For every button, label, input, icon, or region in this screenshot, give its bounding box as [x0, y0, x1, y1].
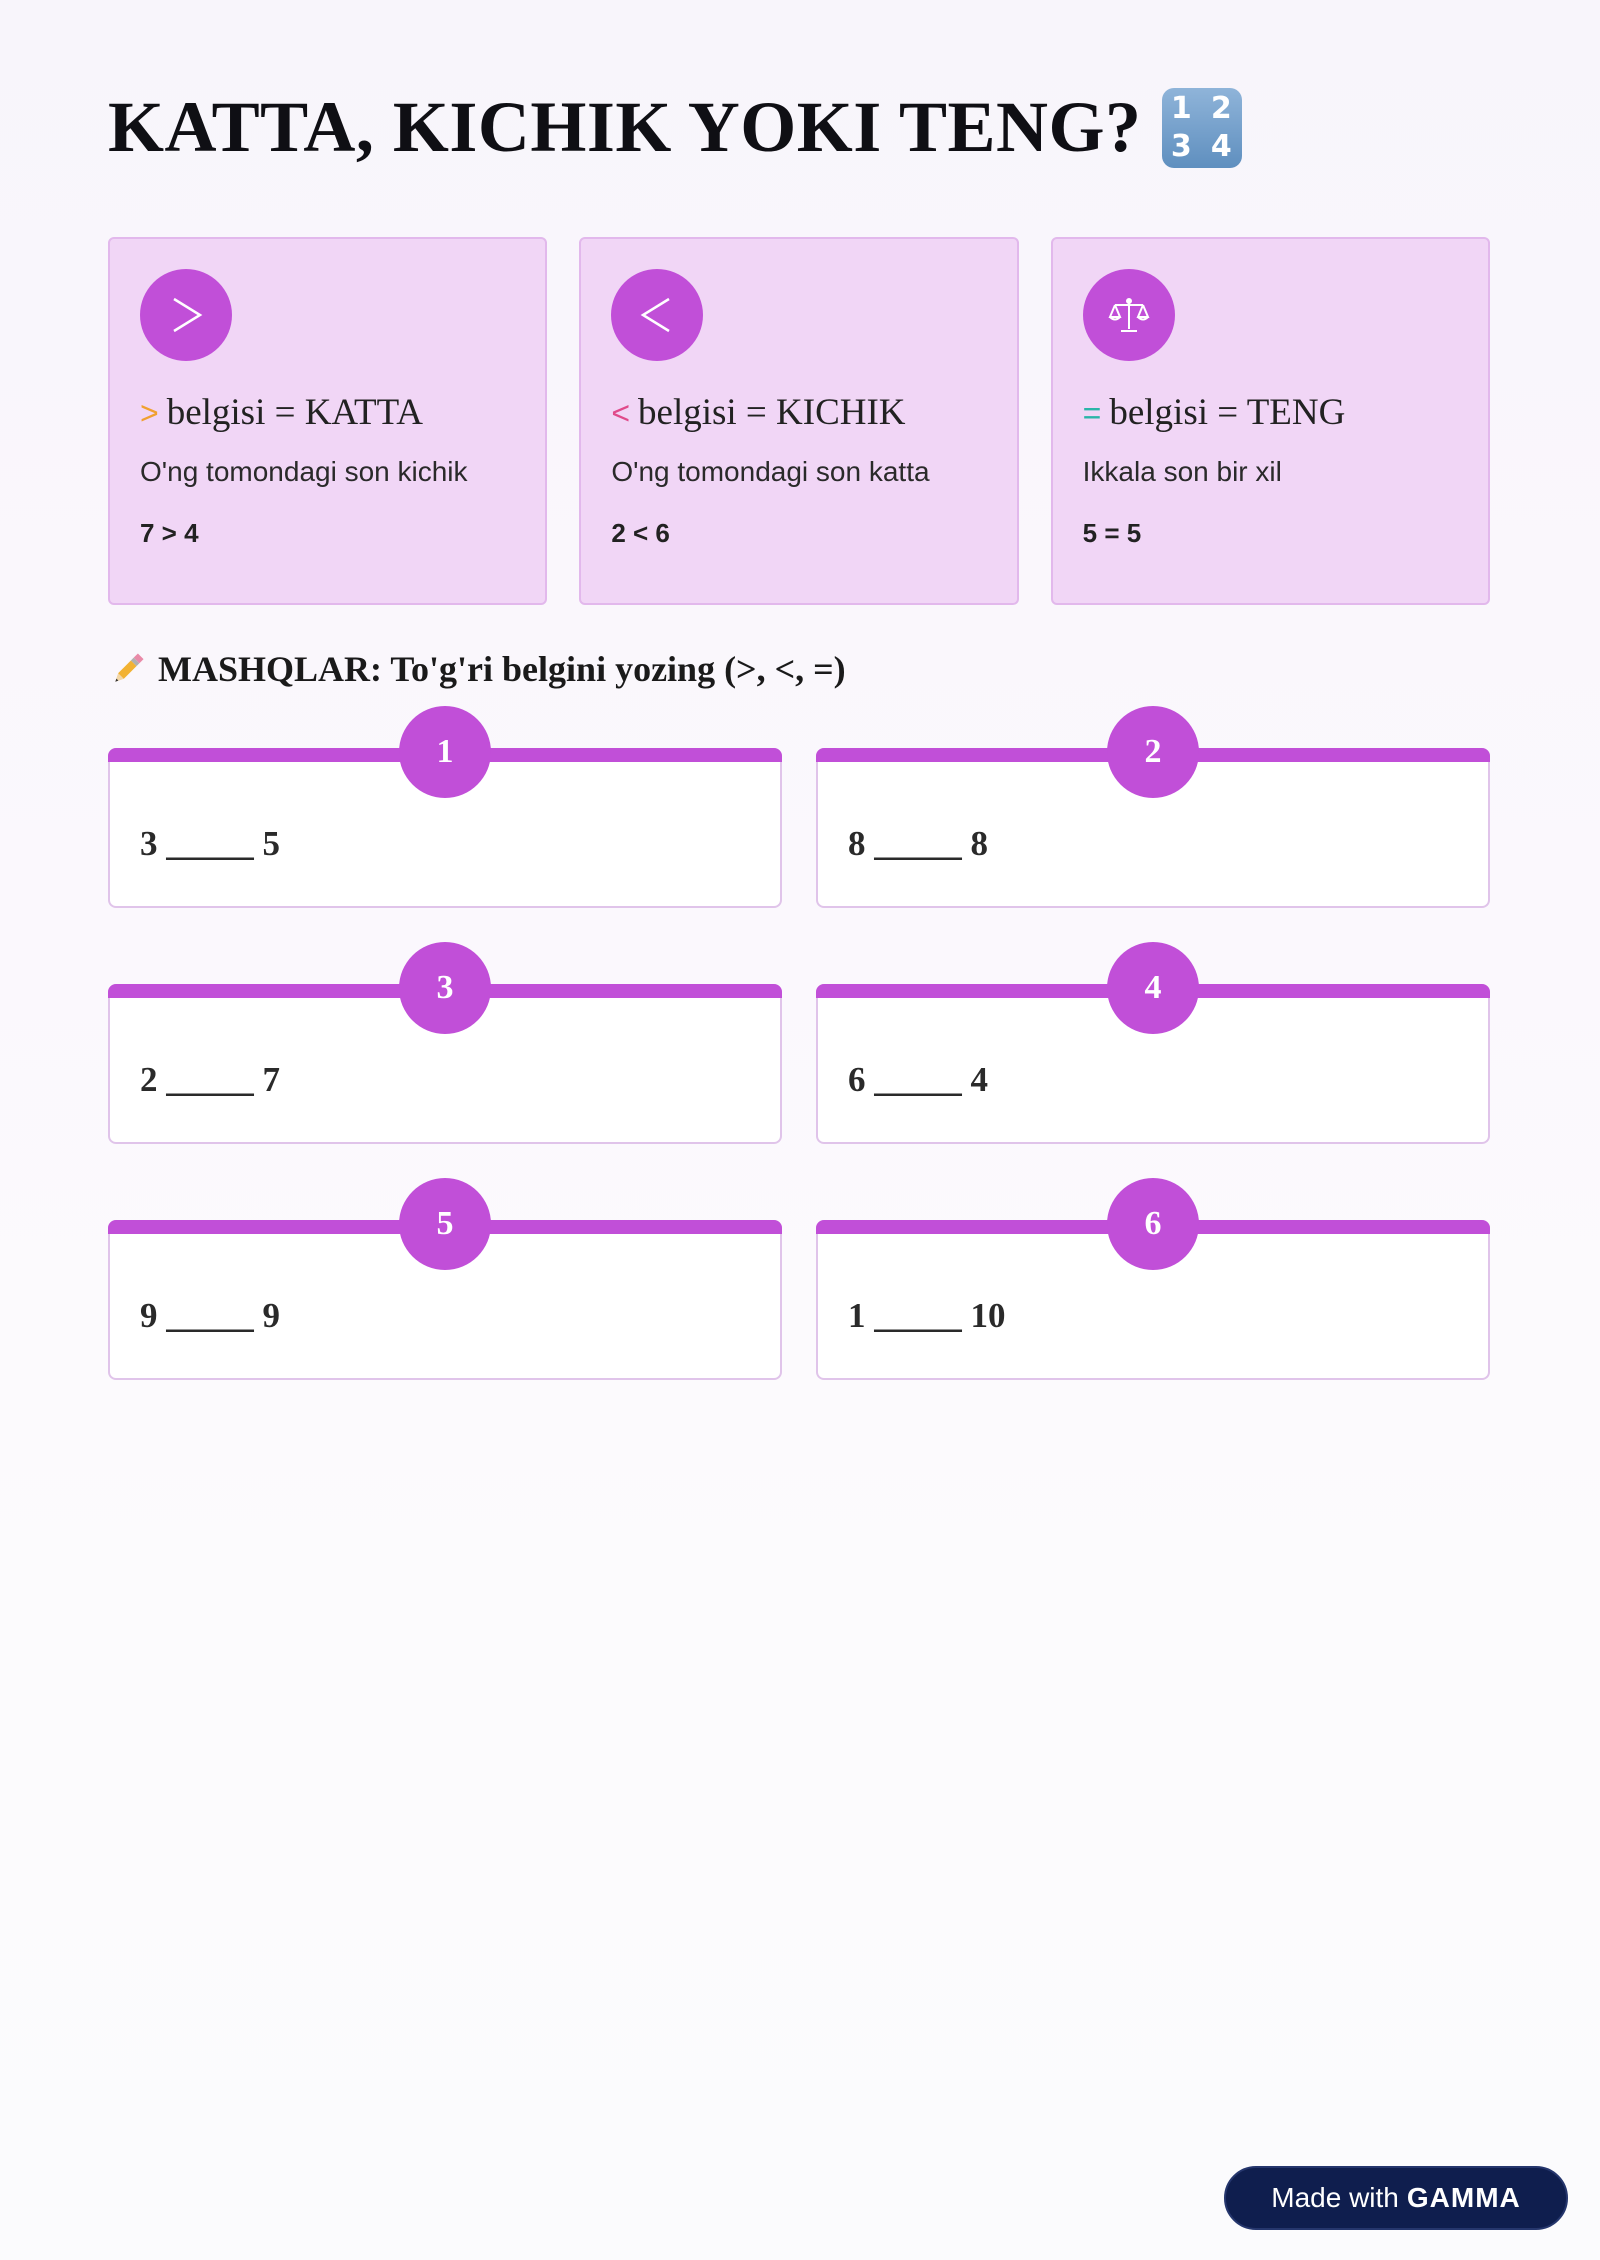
- gamma-brand: GAMMA: [1406, 2182, 1521, 2213]
- card-heading-text: belgisi = KATTA: [166, 392, 424, 433]
- exercise-number: 3: [399, 942, 491, 1034]
- card-equal: [1051, 237, 1490, 605]
- exercise-grid: [108, 733, 1490, 1380]
- exercise-text[interactable]: 6 _____ 4: [848, 1060, 988, 1099]
- made-with-label: Made with: [1271, 2182, 1399, 2213]
- card-symbol: =: [1082, 395, 1102, 431]
- exercise-text[interactable]: 2 _____ 7: [140, 1060, 280, 1099]
- card-less: [579, 237, 1018, 605]
- exercise-text[interactable]: 8 _____ 8: [848, 824, 988, 863]
- card-heading: [140, 391, 515, 434]
- exercise-number: 6: [1107, 1178, 1199, 1270]
- numbers-icon: 1 2 3 4: [1162, 88, 1242, 168]
- exercises-title: MASHQLAR: To'g'ri belgini yozing (>, <, =): [158, 649, 846, 689]
- card-example: 2 < 6: [611, 518, 670, 548]
- greater-than-icon: [140, 269, 232, 361]
- card-description: Ikkala son bir xil: [1082, 456, 1282, 487]
- exercise-card: [108, 733, 782, 908]
- exercise-number: 2: [1107, 706, 1199, 798]
- card-heading: [611, 391, 986, 434]
- pencil-icon: [108, 649, 148, 689]
- exercise-card: [816, 1205, 1490, 1380]
- card-heading-text: belgisi = TENG: [1109, 392, 1346, 433]
- page-title: [108, 86, 1242, 169]
- exercise-text[interactable]: 3 _____ 5: [140, 824, 280, 863]
- card-example: 7 > 4: [140, 518, 199, 548]
- card-description: O'ng tomondagi son katta: [611, 456, 930, 487]
- card-example: 5 = 5: [1082, 518, 1142, 548]
- made-with-gamma-badge[interactable]: [1224, 2166, 1568, 2230]
- exercise-card: [108, 1205, 782, 1380]
- card-heading: [1083, 391, 1458, 434]
- card-greater: [108, 237, 547, 605]
- exercise-card: [108, 969, 782, 1144]
- exercise-text[interactable]: 1 _____ 10: [848, 1296, 1006, 1335]
- card-heading-text: belgisi = KICHIK: [638, 392, 906, 433]
- exercises-heading: [108, 648, 846, 690]
- page-title-text: KATTA, KICHIK YOKI TENG?: [108, 87, 1142, 167]
- exercise-number: 5: [399, 1178, 491, 1270]
- exercise-card: [816, 733, 1490, 908]
- exercise-card: [816, 969, 1490, 1144]
- exercise-number: 4: [1107, 942, 1199, 1034]
- exercise-number: 1: [399, 706, 491, 798]
- scales-icon: [1083, 269, 1175, 361]
- card-symbol: <: [611, 395, 631, 431]
- card-symbol: >: [140, 395, 159, 431]
- less-than-icon: [611, 269, 703, 361]
- card-description: O'ng tomondagi son kichik: [140, 456, 468, 487]
- sign-cards: [108, 237, 1490, 605]
- exercise-text[interactable]: 9 _____ 9: [140, 1296, 280, 1335]
